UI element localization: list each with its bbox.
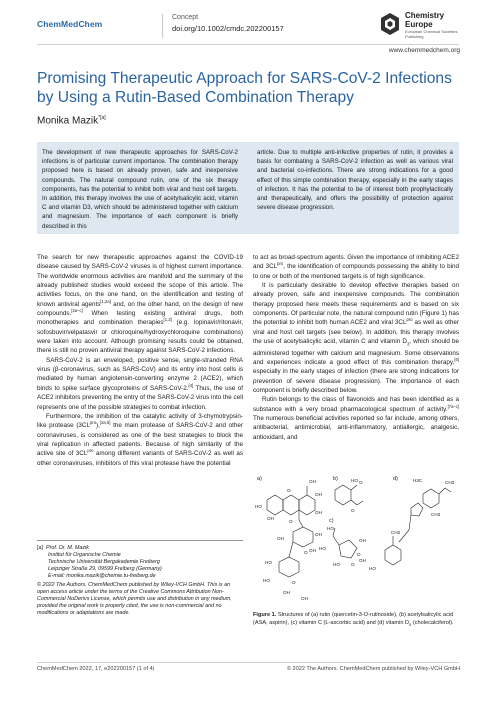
atom-label: O <box>304 550 308 555</box>
atom-label: H3C <box>413 478 423 483</box>
atom-label: HO <box>327 526 334 531</box>
author <box>37 115 106 126</box>
atom-label: OH <box>277 536 284 541</box>
atom-label: CH2 <box>391 530 401 535</box>
website-link[interactable]: www.chemmedchem.org <box>388 47 460 54</box>
text: especially in the early stages of infection (there are strong indications for prevention of severe disease progression). The importance of each component is briefly described below. <box>253 368 459 395</box>
email-link[interactable]: E-mail: monika.mazik@chemie.tu-freiberg.de <box>48 573 156 580</box>
atom-label: OH <box>315 492 322 497</box>
atom-label: O <box>289 519 293 524</box>
header-divider <box>162 14 163 38</box>
text: Furthermore, the inhibition of the catalytic activity of 3-chymotrypsin-like protease (3CL <box>37 412 243 430</box>
footnote-line: Institut für Organische Chemie <box>48 552 121 559</box>
logo-name <box>405 12 444 29</box>
text: SARS-CoV-2 is an enveloped, positive sense, single-stranded RNA virus (β-coronavirus, such as SARS-CoV) and its entry into host cells is mediated by human angiotensin-converting enzyme 2 (ACE2), which binds to spike surface glycoproteins of SARS-CoV-2. <box>37 356 243 392</box>
logo-name-line2: Europe <box>405 19 433 29</box>
caption-text: Structures of (a) rutin (quercetin-3-O-rutinoside), (b) acetylsalicylic acid (ASA, aspirin), (c) vitamin C (L-ascorbic acid) and (d) vitamin D <box>253 612 454 626</box>
atom-label: O <box>357 552 361 557</box>
abstract-left-column: The development of new therapeutic approaches for SARS-CoV-2 infections is of particular current importance. The combination therapy proposed here is based on already proven, safe and inexpensive compounds. The natural compound rutin, one of the six therapy components, has the potential to inhibit both viral and host cell targets. In addition, this therapy involves the use of acetylsalicylic acid, vitamin C and vitamin D3, which should be administered together with calcium and magnesium. The importance of each component is briefly described in this <box>42 149 238 230</box>
text: When testing existing antiviral drugs, both monotherapies and combination therapies <box>37 310 243 327</box>
figure-label-d: d) <box>393 476 398 482</box>
text: (e.g. lopinavir/ritonavir, sofosbuvir/velpatasvir or chloroquine/hydroxychloroquine combinations) were taken into account. Although promising results could be obtained, there is still no proven antiviral therapy against SARS-CoV-2 infections. <box>37 319 243 355</box>
text: It is particularly desirable to develop effective therapies based on already proven, safe and inexpensive compounds. The combination therapy proposed here meets these requirements and is based on six components. Of particular note, the natural compound rutin (Figure 1) has the potential to inhibit both human ACE2 and viral 3CL <box>253 282 459 327</box>
logo-name-line1: Chemistry <box>405 11 445 20</box>
paragraph <box>37 356 243 412</box>
paragraph <box>253 281 459 395</box>
footer-citation: ChemMedChem 2022, 17, e202200157 (1 of 4) <box>37 666 155 672</box>
reference[interactable]: [2a–c] <box>71 307 83 313</box>
affiliation-footnote <box>37 545 243 580</box>
footnote-line: Technische Universität Bergakademie Freiberg <box>48 559 160 566</box>
caption-text: (cholecalciferol). <box>411 619 454 626</box>
subscript: 3 <box>406 341 410 347</box>
footnote-label: [a] <box>37 545 43 551</box>
atom-label: OH <box>359 558 366 563</box>
footnote-line <box>37 545 243 552</box>
text: ), <box>96 422 100 430</box>
text: Rutin belongs to the class of flavonoids and has been identified as a substance with a very broad pharmacological spectrum of activity. <box>253 396 459 413</box>
atom-label: HO <box>255 504 262 509</box>
text: The search for new therapeutic approaches against the COVID-19 disease caused by SARS-CoV-2 viruses is of highest current importance. The worldwide enormous activities are manifold and the summary of the already published studies would exceed the scope of this article. The activities focus, on the one hand, on the identification and testing of known antiviral agents <box>37 254 243 308</box>
journal-name: ChemMedChem <box>37 19 103 29</box>
atom-label: HO <box>351 478 358 483</box>
reference[interactable]: [7a–c] <box>447 403 459 409</box>
reference[interactable]: [6] <box>454 356 459 362</box>
atom-label: CH3 <box>431 512 441 517</box>
abstract-right-column: article. Due to multiple anti-infective properties of rutin, it provides a basis for combating a SARS-CoV-2 infection as well as various viral and bacterial co-infections. There are strong indications for a good effect of this simple combination therapy, especially in the early stages of infection. It has the potential to be of interest both prophylactically and therapeutically, and offers the possibility of protection against severe disease progression. <box>257 149 453 212</box>
text: to act as broad-spectrum agents. Given the importance of inhibiting ACE2 and 3CL <box>253 254 459 271</box>
text: , which should be administered together with calcium and magnesium. Some observations and experiences indicate a good effect of this combination therapy, <box>253 338 459 367</box>
superscript: pro <box>406 317 413 323</box>
paragraph <box>37 253 243 356</box>
atom-label: OH <box>309 479 316 484</box>
atom-label: HO <box>265 560 272 565</box>
atom-label: OH <box>309 548 316 553</box>
license-note: © 2022 The Authors. ChemMedChem published by Wiley-VCH GmbH. This is an open access article under the terms of the Creative Commons Attribution Non-Commercial NoDerivs License, which permits use and distribution in any medium, provided the original work is properly cited, the use is non-commercial and no modifications or adaptations are made. <box>37 582 232 617</box>
text: among different variants of SARS-CoV-2 as well as other coronaviruses, inhibitors of this viral protease have the potential <box>37 450 243 467</box>
doi-link[interactable]: doi.org/10.1002/cmdc.202200157 <box>172 24 284 33</box>
reference[interactable]: [1,3] <box>163 317 172 323</box>
atom-label: HO <box>369 566 376 571</box>
body-right-column <box>253 253 459 442</box>
footer-rule <box>37 662 459 663</box>
atom-label: O <box>359 480 363 485</box>
text: as well as other viral and host cell targets (see below). In addition, this therapy involves the use of acetylsalicylic acid, vitamin C and vitamin D <box>253 319 460 346</box>
text: The numerous beneficial activities reported so far include, among others, antibacterial, antimicrobial, anti-inflammatory, antiallergic, analgesic, antioxidant, and <box>253 415 459 441</box>
atom-label: HO <box>319 546 326 551</box>
header-rule <box>37 44 459 45</box>
superscript: pro <box>277 261 284 267</box>
atom-label: O <box>351 508 355 513</box>
figure-caption <box>253 612 459 628</box>
article-type: Concept <box>172 14 199 21</box>
paragraph <box>253 395 459 442</box>
abstract-box <box>37 142 459 234</box>
caption-subscript: 3 <box>409 621 412 627</box>
reference[interactable]: [2a,5] <box>99 420 111 426</box>
atom-label: OH <box>267 516 274 521</box>
author-mark: *[a] <box>98 115 106 121</box>
figure-label-c: c) <box>329 518 334 524</box>
superscript: pro <box>89 420 97 426</box>
footer-copyright: © 2022 The Authors. ChemMedChem published by Wiley-VCH GmbH <box>286 666 460 672</box>
article-title: Promising Therapeutic Approach for SARS-CoV-2 Infections by Using a Rutin-Based Combination Therapy <box>37 70 452 106</box>
footnote-name: Prof. Dr. M. Mazik <box>46 545 89 551</box>
paragraph <box>37 412 243 468</box>
paragraph <box>253 253 459 281</box>
atom-label: OH <box>315 532 322 537</box>
chemistry-europe-logo-icon <box>379 12 401 36</box>
text: Thus, the use of ACE2 inhibitors preventing the entry of the SARS-CoV-2 virus into the cell represents one of the possible strategies to combat infection. <box>37 384 243 411</box>
atom-label: OH <box>283 590 290 595</box>
reference[interactable]: [1,2a] <box>100 298 111 304</box>
atom-label: O <box>292 580 296 585</box>
author-name: Monika Mazik <box>37 115 99 127</box>
atom-label: HO <box>333 562 340 567</box>
atom-label: HO <box>263 578 270 583</box>
atom-label: O <box>287 488 291 493</box>
figure-label-b: b) <box>333 476 338 482</box>
body-left-column <box>37 253 243 468</box>
caption-label: Figure 1. <box>253 612 277 618</box>
atom-label: OH <box>301 596 308 601</box>
atom-label: O <box>351 562 355 567</box>
atom-label: OH <box>315 510 322 515</box>
figure-label-a: a) <box>257 476 262 482</box>
text: , the identification of compounds possessing the ability to bind to one or both of the mentioned targets is of high significance. <box>253 263 459 280</box>
atom-label: OH <box>359 538 366 543</box>
superscript: pro <box>87 448 94 454</box>
logo-subtitle: European Chemical Societies Publishing <box>405 29 458 39</box>
text: and, on the other hand, on the design of new compounds. <box>37 300 243 318</box>
footnote-line: Leipziger Straße 29, 09599 Freiberg (Germany) <box>48 566 162 573</box>
text: the main protease of SARS-CoV-2 and other coronaviruses, is considered as one of the best strategies to block the viral replication in affected patients. Because of high similarity of the active site of 3CL <box>37 422 243 458</box>
atom-label: CH3 <box>445 480 455 485</box>
footnote-rule <box>37 540 243 541</box>
reference[interactable]: [4] <box>188 382 194 388</box>
figure-1-structures <box>253 470 459 612</box>
